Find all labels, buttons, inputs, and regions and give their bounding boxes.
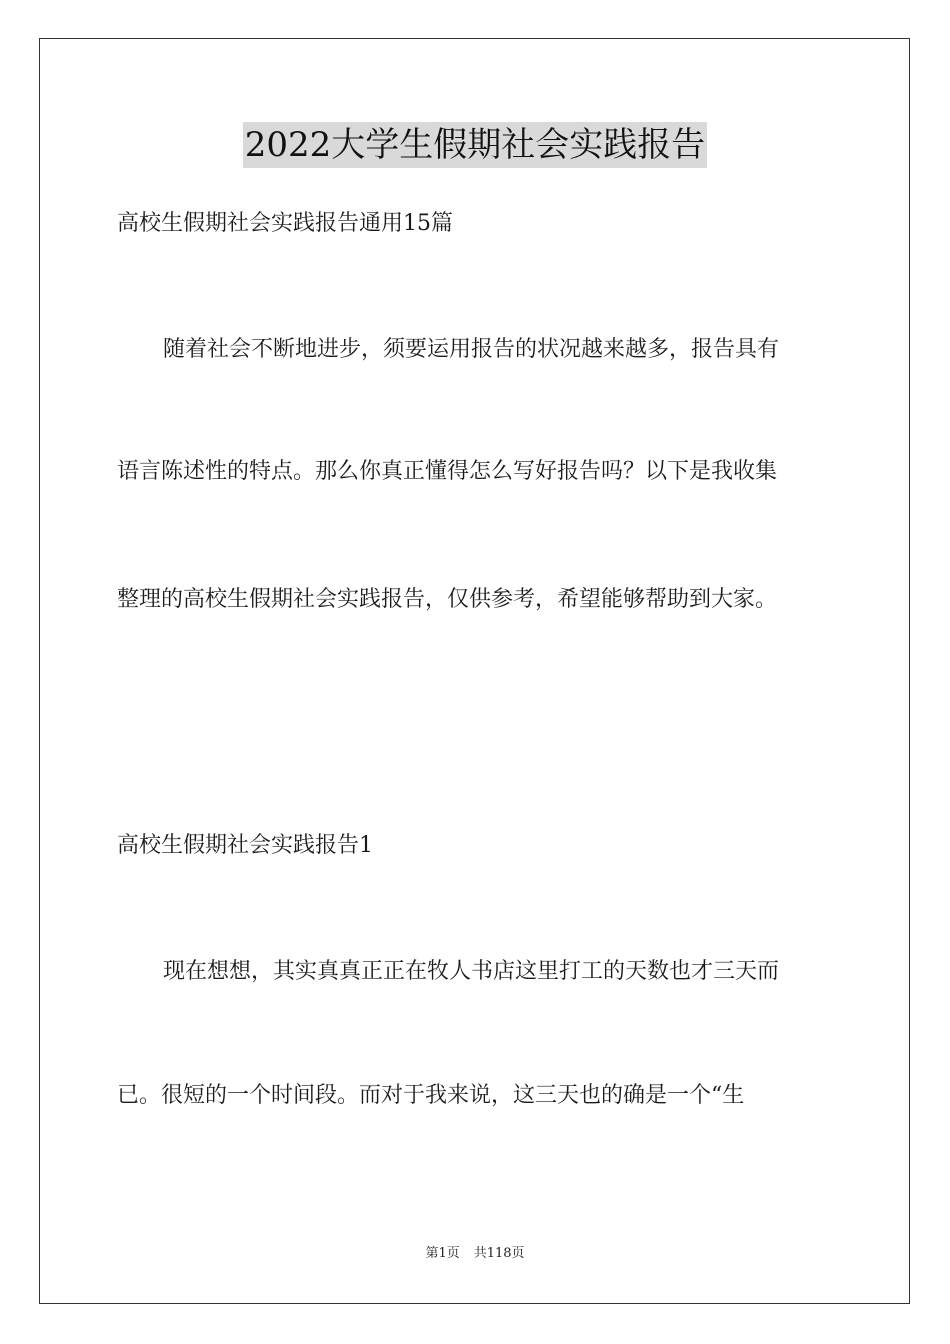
body-line-2: 已。很短的一个时间段。而对于我来说，这三天也的确是一个“生 bbox=[117, 1083, 745, 1108]
document-title: 2022大学生假期社会实践报告 bbox=[243, 122, 708, 168]
page-number: 第1页 bbox=[425, 1246, 460, 1261]
intro-line-2: 语言陈述性的特点。那么你真正懂得怎么写好报告吗？以下是我收集 bbox=[117, 459, 778, 484]
document-subtitle: 高校生假期社会实践报告通用15篇 bbox=[117, 211, 453, 236]
body-line-1: 现在想想，其实真真正正在牧人书店这里打工的天数也才三天而 bbox=[163, 959, 780, 984]
title-container bbox=[0, 122, 950, 168]
section-heading: 高校生假期社会实践报告1 bbox=[117, 833, 373, 858]
page-footer bbox=[0, 1245, 950, 1263]
intro-line-1: 随着社会不断地进步，须要运用报告的状况越来越多，报告具有 bbox=[163, 337, 780, 362]
intro-line-3: 整理的高校生假期社会实践报告，仅供参考，希望能够帮助到大家。 bbox=[117, 587, 778, 612]
total-pages: 共118页 bbox=[473, 1246, 525, 1261]
